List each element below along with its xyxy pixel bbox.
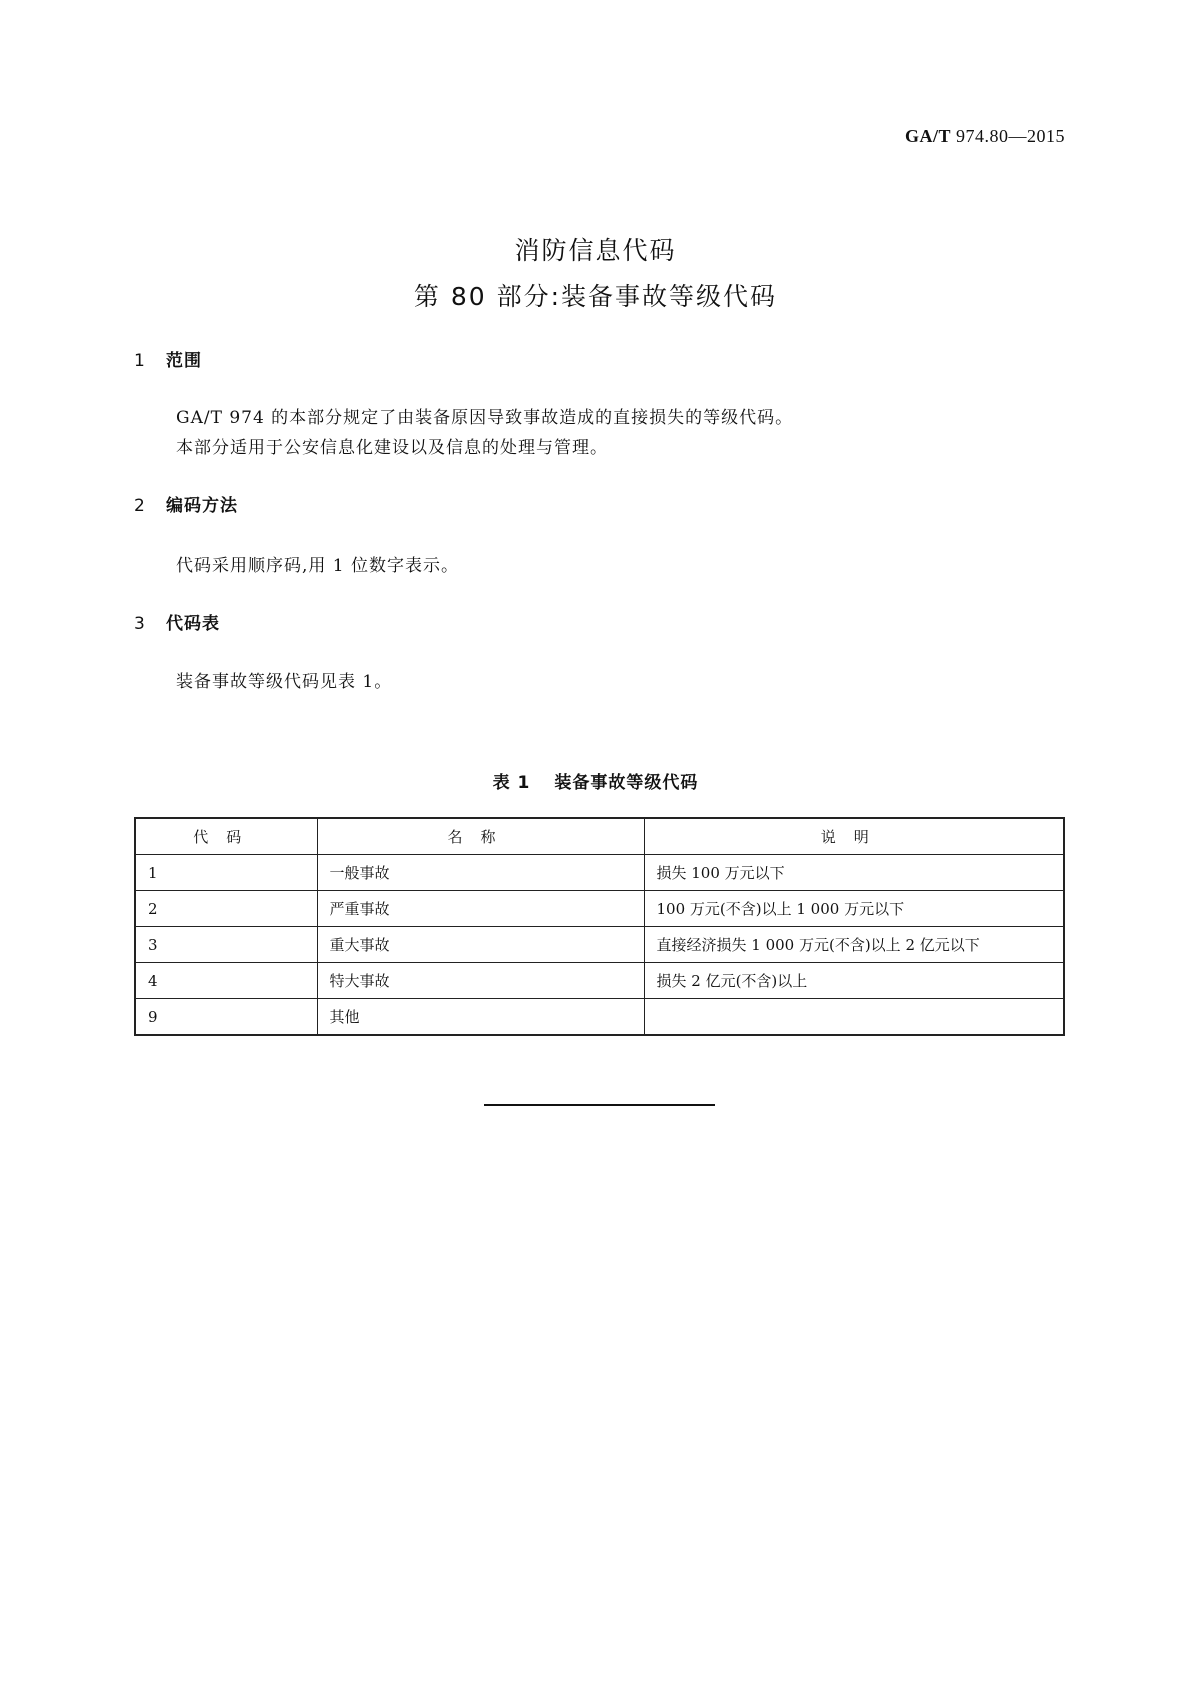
section-1-heading xyxy=(134,346,202,371)
cell-code: 1 xyxy=(135,855,317,891)
table-caption-label: 表 1 xyxy=(492,773,531,793)
table-header-row xyxy=(135,818,1064,855)
cell-code: 3 xyxy=(135,927,317,963)
document-title xyxy=(0,228,1191,320)
cell-code: 9 xyxy=(135,999,317,1036)
title-line-main: 消防信息代码 xyxy=(514,236,677,265)
standard-number xyxy=(815,126,1065,147)
table-caption xyxy=(0,768,1191,793)
cell-description: 直接经济损失 1 000 万元(不含)以上 2 亿元以下 xyxy=(644,927,1064,963)
table-row xyxy=(135,855,1064,891)
cell-description: 损失 100 万元以下 xyxy=(644,855,1064,891)
standard-prefix: GA/T xyxy=(904,126,951,146)
cell-code: 4 xyxy=(135,963,317,999)
cell-description: 100 万元(不含)以上 1 000 万元以下 xyxy=(644,891,1064,927)
section-number: 3 xyxy=(134,614,146,634)
paragraph: 代码采用顺序码,用 1 位数字表示。 xyxy=(176,556,460,576)
section-3-heading xyxy=(134,609,220,634)
cell-name: 其他 xyxy=(317,999,644,1036)
cell-description xyxy=(644,999,1064,1036)
header-description: 说明 xyxy=(644,818,1064,855)
section-title: 范围 xyxy=(166,351,202,371)
section-title: 代码表 xyxy=(166,614,220,634)
standard-code: 974.80—2015 xyxy=(956,126,1065,146)
paragraph: 装备事故等级代码见表 1。 xyxy=(176,672,393,692)
cell-name: 一般事故 xyxy=(317,855,644,891)
section-number: 1 xyxy=(134,351,146,371)
cell-description: 损失 2 亿元(不含)以上 xyxy=(644,963,1064,999)
paragraph: GA/T 974 的本部分规定了由装备原因导致事故造成的直接损失的等级代码。 xyxy=(176,408,794,428)
section-title: 编码方法 xyxy=(166,496,238,516)
section-2-heading xyxy=(134,491,238,516)
cell-code: 2 xyxy=(135,891,317,927)
title-line-part: 第 80 部分:装备事故等级代码 xyxy=(413,282,778,311)
table-caption-title: 装备事故等级代码 xyxy=(554,773,699,793)
table-row xyxy=(135,963,1064,999)
section-number: 2 xyxy=(134,496,146,516)
header-name: 名称 xyxy=(317,818,644,855)
paragraph: 本部分适用于公安信息化建设以及信息的处理与管理。 xyxy=(176,438,608,458)
header-code: 代码 xyxy=(135,818,317,855)
end-rule xyxy=(484,1104,715,1106)
table-row xyxy=(135,999,1064,1036)
cell-name: 特大事故 xyxy=(317,963,644,999)
table-row xyxy=(135,891,1064,927)
code-table xyxy=(134,817,1065,1036)
cell-name: 严重事故 xyxy=(317,891,644,927)
table-row xyxy=(135,927,1064,963)
cell-name: 重大事故 xyxy=(317,927,644,963)
